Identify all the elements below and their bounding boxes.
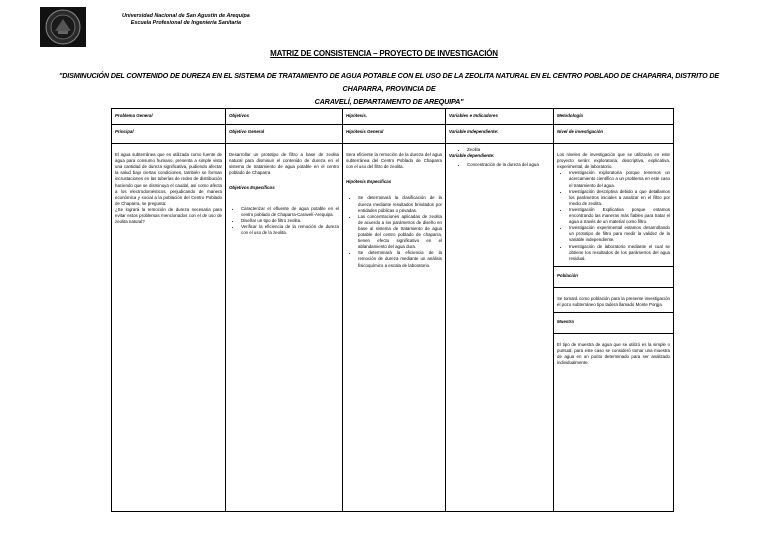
institution-header: [122, 13, 250, 27]
muestra-heading: Muestra: [557, 319, 574, 325]
variable-independiente-heading: Variable Independiente:: [449, 129, 499, 134]
hipotesis-especificas-list: [346, 195, 442, 268]
objetivo-general-text: Desarrollar un prototipo de filtro a base de zeolita natural para disminuir el contenido de dureza en el sistema de tratamiento de agua potable en el centro poblado de Chaparra: [229, 152, 339, 176]
cell-metodologia: [554, 125, 674, 512]
university-name: Universidad Nacional de San Agustín de Arequipa: [122, 13, 250, 19]
list-item: • Investigación descriptiva debido a que detallamos los parámetros iniciales a analizar en el filtro por medio de zeolita.: [569, 189, 670, 207]
university-seal-logo: [40, 7, 86, 47]
nivel-investigacion-heading: Nivel de investigación: [557, 129, 604, 134]
header-metodologia: Metodología: [554, 109, 674, 125]
variable-dependiente-heading: Variable dependiente:: [449, 153, 495, 159]
poblacion-text: Se tomará como población para la presente investigación el pozo subterráneo tipo tadera llamado Monte Porgja.: [557, 295, 670, 307]
hipotesis-especificas-heading: Hipótesis Especificas: [346, 179, 392, 185]
problema-question: ¿Se logrará la remoción de dureza necesaria para evitar estos problemas mencionados con el de uso de zeolita natural?: [115, 206, 222, 225]
objetivos-especificos-heading: Objetivos Específicos: [229, 185, 275, 191]
poblacion-heading: Población: [557, 272, 578, 278]
list-item: • Investigación experimental estamos desarrollando un prototipo de filtro para medir la validez de la variable independiente.: [569, 225, 670, 243]
list-item: • Se determinará la eficiencia de la remoción de dureza mediante un análisis fisicoquímico a escala de laboratorio.: [358, 250, 442, 268]
cell-variables: [446, 125, 554, 512]
cell-problema: [112, 125, 226, 512]
objetivos-especificos-list: [229, 206, 339, 236]
list-item: • Investigación exploratoria porque tenemos un acercamiento científico a un problema en este caso el tratamiento del agua.: [569, 170, 670, 188]
project-title-line2: CARAVELÍ, DEPARTAMENTO DE AREQUIPA": [314, 97, 464, 106]
muestra-text: El tipo de muestra de agua que se utilizó es la simple o puntual, para este caso se consideró tomar una muestra de agua en un punto determinado para ser analizado individualmente.: [557, 342, 670, 366]
school-name: Escuela Profesional de Ingeniería Sanitaria: [130, 20, 242, 26]
header-problema: Problema General: [112, 109, 226, 125]
header-objetivos: Objetivos: [226, 109, 343, 125]
cell-hipotesis: [343, 125, 446, 512]
cell-objetivos: [226, 125, 343, 512]
project-title: [40, 69, 738, 108]
problema-subheading: Principal: [115, 129, 134, 134]
list-item: • Las concentraciones aplicadas de zeolita de acuerdo a los parámetros de diseño en base al sistema de tratamiento de agua potable del centro poblado de chaparra, tienen efecto significativo en el ablandamiento del agua dura.: [358, 214, 442, 251]
nivel-investigacion-text: Los niveles de investigación que se utilizarán en este proyecto serán: exploratoria, descriptiva, explicativa, experimental, de laboratorio.: [557, 152, 670, 170]
table-body-row: [112, 125, 674, 512]
table-header-row: [112, 109, 674, 125]
list-item: • Zeolita: [467, 147, 550, 153]
consistency-matrix-table: [111, 108, 674, 512]
list-item: • Diseñar un tipo de filtro zeolita.: [241, 218, 339, 224]
list-item: • Caracterizar el efluente de agua potable en el centro poblado de Chaparra-Caravelí-Arequipa.: [241, 206, 339, 218]
list-item: • Verificar la eficiencia de la remoción de dureza con el uso de la zeolita.: [241, 224, 339, 236]
header-hipotesis: Hipótesis.: [343, 109, 446, 125]
objetivo-general-heading: Objetivo General: [229, 129, 265, 134]
problema-text: El agua subterránea que es utilizada como fuente de agua para consumo humano, presenta a simple vista una cantidad de dureza significativa, pudiendo afectar la salud bajo ciertas condiciones, también se forman incrustaciones en las tuberías de redes de distribución haciendo que se disminuya el caudal, así como afecta a los electrodomésticos, perjudicando de manera económica y social a la población del Centro Poblado de Chaparra, se pregunta:: [115, 152, 222, 206]
list-item: • Se determinará la clasificación de la dureza mediante resultados brindados por entidades públicas o privadas.: [358, 195, 442, 213]
variable-dependiente-list: [449, 162, 550, 168]
hipotesis-general-heading: Hipótesis General: [346, 129, 384, 134]
list-item: • Investigación de laboratorio mediante el cual se obtiene los resultados de los parámetros del agua residual.: [569, 244, 670, 262]
document-title: MATRIZ DE CONSISTENCIA – PROYECTO DE INVESTIGACIÓN: [270, 49, 498, 58]
project-title-line1: "DISMINUCIÓN DEL CONTENIDO DE DUREZA EN EL SISTEMA DE TRATAMIENTO DE AGUA POTABLE CON EL USO DE LA ZEOLITA NATURAL EN EL CENTRO POBLADO DE CHAPARRA, DISTRITO DE CHAPARRA, PROVINCIA DE: [58, 71, 720, 93]
niveles-list: [557, 170, 670, 261]
hipotesis-general-text: Sera eficiente la remoción de la dureza del agua subterránea del Centro Poblado de Chaparra con el uso del filtro de zeolita.: [346, 152, 442, 170]
list-item: • Investigación Explicativa porque estamos encontrando las maneras más fiables para tratar el agua a través de un material como filtro.: [569, 207, 670, 225]
header-variables: Variables e Indicadores: [446, 109, 554, 125]
list-item: • Concentración de la dureza del agua: [467, 162, 550, 168]
